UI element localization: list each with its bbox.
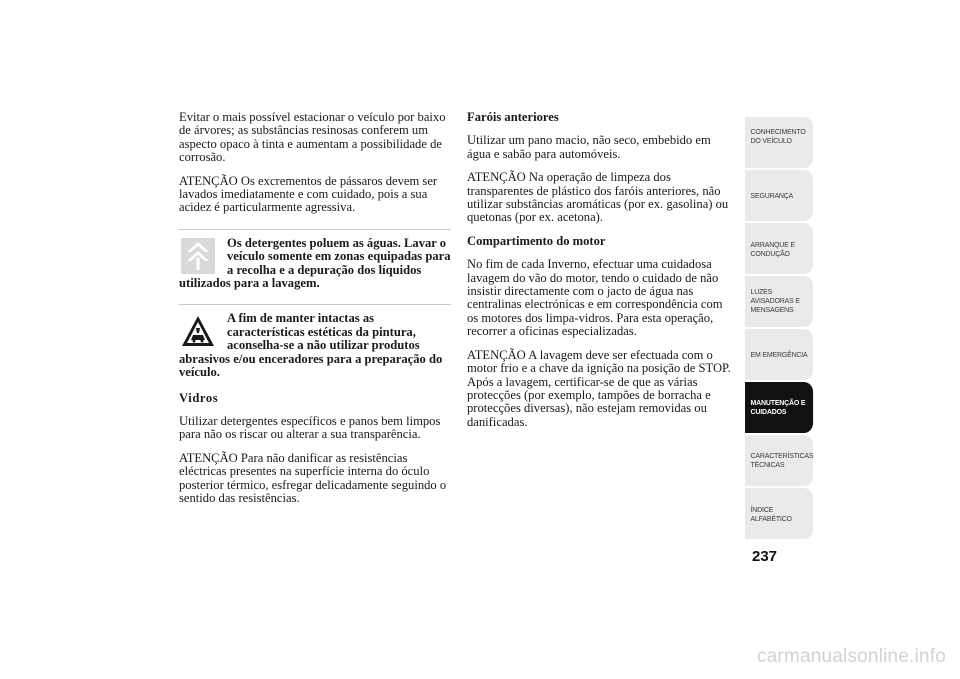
tab-label-line: CUIDADOS bbox=[750, 407, 787, 416]
tab-arranque-e-conducao[interactable] bbox=[745, 223, 813, 274]
tab-label-line: CARACTERÍSTICAS bbox=[750, 451, 814, 460]
tab-label-line: AVISADORAS E bbox=[750, 296, 800, 305]
vidros-heading: Vidros bbox=[179, 390, 219, 405]
environment-leaf-icon bbox=[179, 237, 217, 275]
watermark: carmanualsonline.info bbox=[756, 646, 946, 667]
tab-label-line: CONDUÇÃO bbox=[750, 249, 790, 258]
paragraph-parking: Evitar o mais possível estacionar o veículo por baixo de árvores; as substâncias resinosas conferem um aspecto opaco à tinta e aumentam a possibilidade de corrosão. bbox=[179, 110, 446, 165]
tab-luzes-avisadoras[interactable] bbox=[745, 276, 813, 327]
tab-indice-alfabetico[interactable] bbox=[745, 488, 813, 539]
tab-label-line: DO VEÍCULO bbox=[750, 136, 792, 145]
paint-care-notice bbox=[179, 304, 451, 379]
tab-label-line: TÉCNICAS bbox=[750, 460, 785, 469]
tab-label-line: ARRANQUE E bbox=[750, 240, 795, 249]
paragraph-farois-2: ATENÇÃO Na operação de limpeza dos transparentes de plástico dos faróis anteriores, não utilizar substâncias aromáticas (por ex. gasolina) ou quetonas (por ex. acetona). bbox=[467, 170, 729, 225]
car-care-icon bbox=[179, 312, 217, 350]
tab-label-line: ÍNDICE bbox=[750, 505, 774, 514]
left-column bbox=[179, 111, 451, 515]
tab-label-line: LUZES bbox=[750, 287, 773, 296]
farois-heading: Faróis anteriores bbox=[467, 110, 559, 124]
tab-label-line: MANUTENÇÃO E bbox=[750, 398, 806, 407]
tab-label-line: ALFABÉTICO bbox=[750, 514, 792, 523]
paragraph-motor-1: No fim de cada Inverno, efectuar uma cuidadosa lavagem do vão do motor, tendo o cuidado de não insistir directamente com o jacto de água nas centralinas electrónicas e em correspondência com os motores dos limpa-vidros. Para esta operação, recorrer a oficinas especializadas. bbox=[467, 257, 723, 339]
tab-conhecimento-do-veiculo[interactable] bbox=[745, 117, 813, 168]
tab-manutencao-e-cuidados[interactable] bbox=[745, 382, 813, 433]
tab-em-emergencia[interactable] bbox=[745, 329, 813, 380]
paragraph-farois-1: Utilizar um pano macio, não seco, embebido em água e sabão para automóveis. bbox=[467, 133, 711, 161]
tab-label-line: MENSAGENS bbox=[750, 305, 794, 314]
tab-label-line: CONHECIMENTO bbox=[750, 127, 806, 136]
tab-seguranca[interactable] bbox=[745, 170, 813, 221]
tab-caracteristicas-tecnicas[interactable] bbox=[745, 435, 813, 486]
right-column bbox=[467, 111, 732, 439]
tab-label-line: EM EMERGÊNCIA bbox=[750, 350, 808, 359]
tab-label-line: SEGURANÇA bbox=[750, 191, 794, 200]
environment-notice bbox=[179, 229, 451, 291]
motor-heading: Compartimento do motor bbox=[467, 233, 606, 248]
paint-care-notice-text: A fim de manter intactas as características estéticas da pintura, aconselha-se a não utilizar produtos abrasivos e/ou enceradores para a preparação do veículo. bbox=[179, 311, 443, 380]
environment-notice-text: Os detergentes poluem as águas. Lavar o veículo somente em zonas equipadas para a recolha e a depuração dos líquidos utilizados para a lavagem. bbox=[179, 235, 451, 291]
paragraph-vidros-2: ATENÇÃO Para não danificar as resistências eléctricas presentes na superfície interna do óculo posterior térmico, esfregar delicadamente seguindo o sentido das resistências. bbox=[179, 450, 447, 505]
chapter-tabs bbox=[745, 117, 819, 541]
paragraph-motor-2: ATENÇÃO A lavagem deve ser efectuada com o motor frio e a chave da ignição na posição de STOP. Após a lavagem, certificar-se de que as várias protecções (por exemplo, tampões de borracha e protecções diversas), não estejam removidas ou danificadas. bbox=[467, 347, 731, 429]
paragraph-bird-warning: ATENÇÃO Os excrementos de pássaros devem ser lavados imediatamente e com cuidado, pois a sua acidez é particularmente agressiva. bbox=[179, 173, 438, 215]
page-number: 237 bbox=[752, 548, 778, 565]
paragraph-vidros-1: Utilizar detergentes específicos e panos bem limpos para não os riscar ou alterar a sua transparência. bbox=[179, 413, 441, 442]
